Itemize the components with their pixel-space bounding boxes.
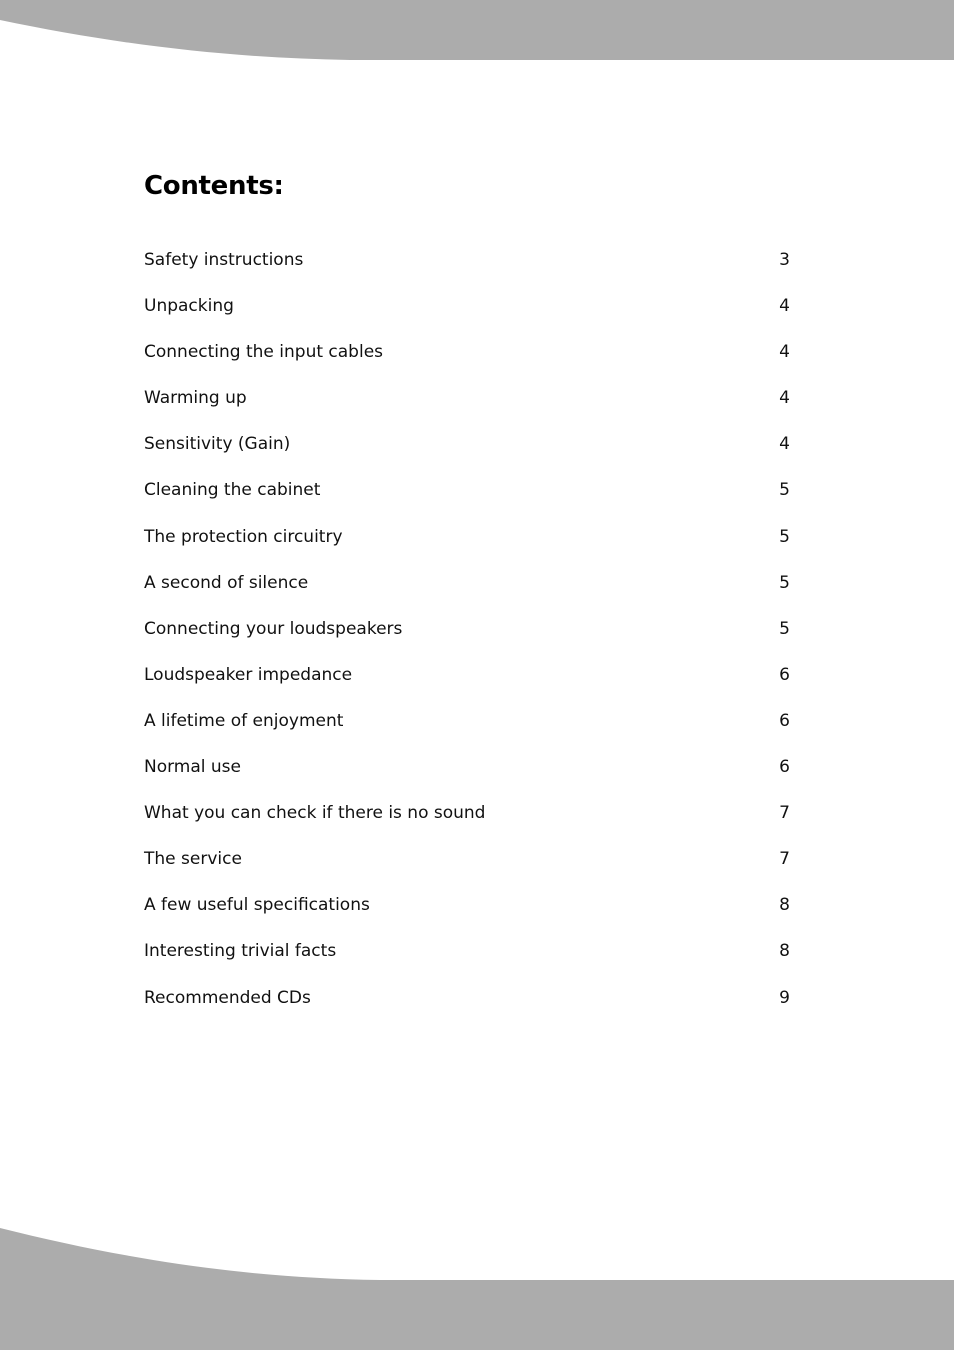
- toc-entry-page: 5: [779, 572, 790, 593]
- header-band-shape: [0, 0, 954, 60]
- toc-entry[interactable]: [144, 611, 790, 657]
- toc-entry-page: 7: [779, 849, 790, 870]
- toc-entry-label: A second of silence: [144, 572, 309, 593]
- toc-entry-label: The protection circuitry: [144, 526, 343, 547]
- toc-entry-label: Connecting the input cables: [144, 342, 384, 363]
- toc-entry-label: Connecting your loudspeakers: [144, 618, 403, 639]
- toc-entry-page: 6: [779, 710, 790, 731]
- toc-entry-label: Loudspeaker impedance: [144, 664, 353, 685]
- toc-entry-page: 5: [779, 526, 790, 547]
- toc-entry-page: 8: [779, 941, 790, 962]
- page-title: Contents:: [144, 171, 284, 201]
- toc-entry-label: A few useful specifications: [144, 895, 370, 916]
- toc-entry-label: The service: [144, 849, 242, 870]
- table-of-contents: [144, 242, 790, 1026]
- toc-entry[interactable]: [144, 426, 790, 472]
- toc-entry-label: A lifetime of enjoyment: [144, 710, 344, 731]
- toc-entry-label: Unpacking: [144, 296, 234, 317]
- toc-entry-label: Warming up: [144, 388, 247, 409]
- toc-entry[interactable]: [144, 980, 790, 1026]
- toc-entry[interactable]: [144, 519, 790, 565]
- toc-entry-page: 4: [779, 388, 790, 409]
- toc-entry-page: 5: [779, 480, 790, 501]
- toc-entry[interactable]: [144, 472, 790, 518]
- toc-entry-page: 3: [779, 250, 790, 270]
- toc-entry[interactable]: [144, 565, 790, 611]
- toc-entry-page: 5: [779, 618, 790, 639]
- toc-entry-label: Safety instructions: [144, 250, 304, 270]
- toc-entry-label: What you can check if there is no sound: [144, 803, 486, 824]
- toc-entry-label: Recommended CDs: [144, 987, 311, 1008]
- toc-entry[interactable]: [144, 933, 790, 979]
- toc-entry-label: Cleaning the cabinet: [144, 480, 321, 501]
- toc-entry[interactable]: [144, 703, 790, 749]
- toc-entry-page: 4: [779, 342, 790, 363]
- toc-entry-page: 6: [779, 664, 790, 685]
- toc-entry[interactable]: [144, 288, 790, 334]
- toc-entry[interactable]: [144, 657, 790, 703]
- toc-entry-label: Interesting trivial facts: [144, 941, 337, 962]
- toc-entry[interactable]: [144, 795, 790, 841]
- toc-entry-page: 4: [779, 296, 790, 317]
- toc-entry-page: 4: [779, 434, 790, 455]
- toc-entry[interactable]: [144, 841, 790, 887]
- toc-entry[interactable]: [144, 887, 790, 933]
- toc-entry-page: 8: [779, 895, 790, 916]
- footer-band-shape: [0, 1228, 954, 1350]
- toc-entry[interactable]: [144, 749, 790, 795]
- footer-decorative-band: [0, 1224, 954, 1350]
- toc-entry-label: Normal use: [144, 757, 242, 778]
- header-decorative-band: [0, 0, 954, 62]
- toc-entry-label: Sensitivity (Gain): [144, 434, 291, 455]
- toc-entry[interactable]: [144, 334, 790, 380]
- toc-entry[interactable]: [144, 242, 790, 288]
- toc-entry-page: 6: [779, 757, 790, 778]
- toc-entry-page: 7: [779, 803, 790, 824]
- toc-entry-page: 9: [779, 987, 790, 1008]
- toc-entry[interactable]: [144, 380, 790, 426]
